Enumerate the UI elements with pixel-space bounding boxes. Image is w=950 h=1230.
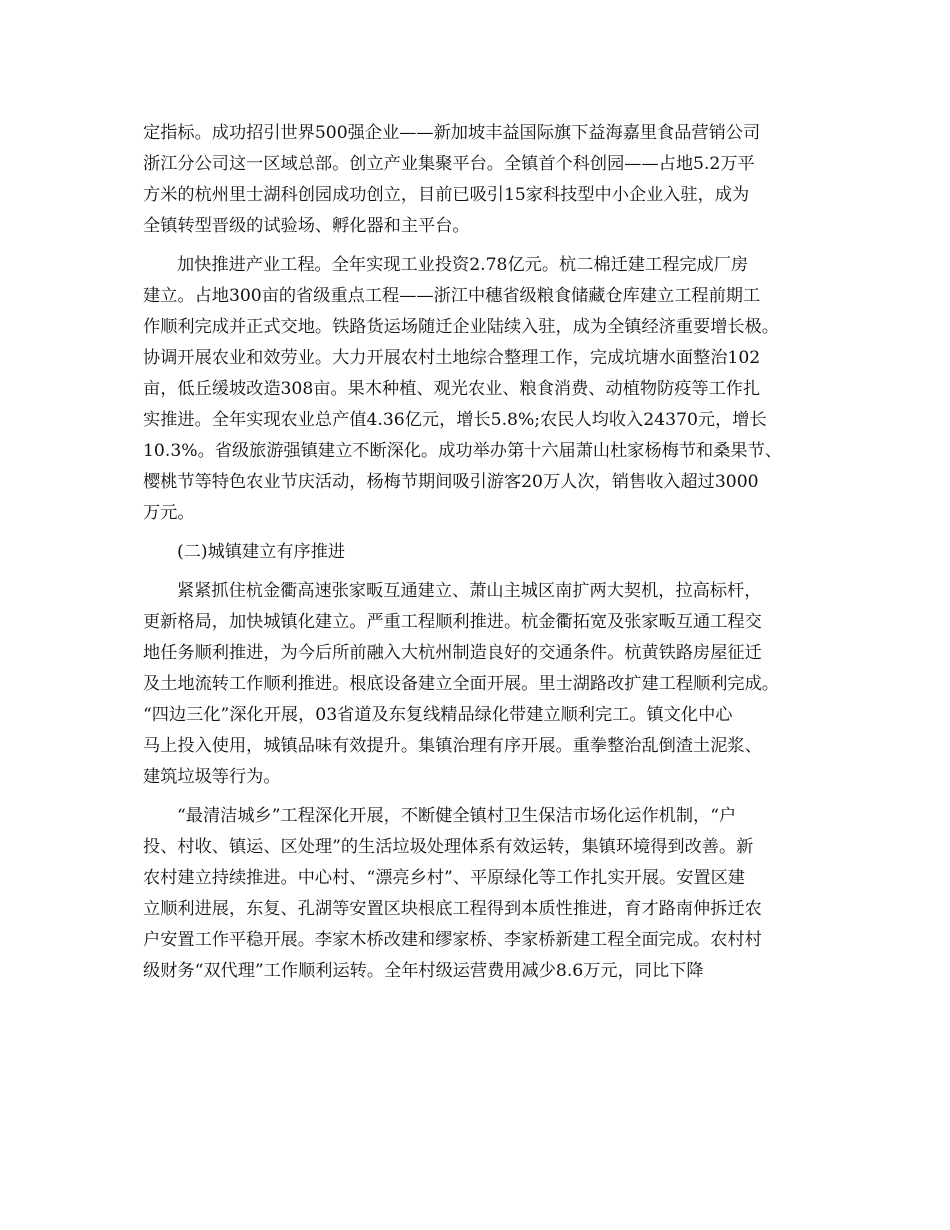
document-body (143, 118, 833, 987)
paragraph-gap (143, 529, 833, 537)
text-line: 协调开展农业和效劳业。大力开展农村土地综合整理工作，完成坑塘水面整治102 (143, 348, 761, 368)
text-line: “四边三化”深化开展，03省道及东复线精品绿化带建立顺利完工。镇文化中心 (143, 705, 733, 725)
text-line: 方米的杭州里士湖科创园成功创立，目前已吸引15家科技型中小企业入驻，成为 (143, 185, 750, 205)
text-line: 立顺利进展，东复、孔湖等安置区块根底工程得到本质性推进，育才路南伸拆迁农 (143, 899, 762, 919)
paragraph-1 (143, 118, 833, 242)
text-line: 农村建立持续推进。中心村、“漂亮乡村”、平原绿化等工作扎实开展。安置区建 (143, 868, 745, 888)
text-line: “最清洁城乡”工程深化开展，不断健全镇村卫生保洁市场化运作机制，“户 (177, 806, 737, 826)
text-line: 户安置工作平稳开展。李家木桥改建和缪家桥、李家桥新建工程全面完成。农村村 (143, 930, 762, 950)
text-line: 实推进。全年实现农业总产值4.36亿元，增长5.8%;农民人均收入24370元，增长 (143, 410, 767, 430)
paragraph-gap (143, 793, 833, 801)
paragraph-3 (143, 576, 833, 793)
text-line: 作顺利完成并正式交地。铁路货运场随迁企业陆续入驻，成为全镇经济重要增长极。 (143, 317, 779, 337)
text-line: 建立。占地300亩的省级重点工程——浙江中穗省级粮食储藏仓库建立工程前期工 (143, 286, 761, 306)
paragraph-gap (143, 242, 833, 250)
paragraph-2 (143, 250, 833, 529)
text-line: 加快推进产业工程。全年实现工业投资2.78亿元。杭二棉迁建工程完成厂房 (177, 255, 749, 275)
text-line: 全镇转型晋级的试验场、孵化器和主平台。 (143, 216, 470, 236)
text-line: 亩，低丘缓坡改造308亩。果木种植、观光农业、粮食消费、动植物防疫等工作扎 (143, 379, 761, 399)
text-line: 更新格局，加快城镇化建立。严重工程顺利推进。杭金衢拓宽及张家畈互通工程交 (143, 612, 762, 632)
text-line: 及土地流转工作顺利推进。根底设备建立全面开展。里士湖路改扩建工程顺利完成。 (143, 674, 779, 694)
paragraph-gap (143, 568, 833, 576)
paragraph-4 (143, 801, 833, 987)
section-heading-text: (二)城镇建立有序推进 (177, 542, 346, 562)
text-line: 定指标。成功招引世界500强企业——新加坡丰益国际旗下益海嘉里食品营销公司 (143, 123, 761, 143)
text-line: 投、村收、镇运、区处理”的生活垃圾处理体系有效运转，集镇环境得到改善。新 (143, 837, 754, 857)
text-line: 浙江分公司这一区域总部。创立产业集聚平台。全镇首个科创园——占地5.2万平 (143, 154, 755, 174)
text-line: 级财务“双代理”工作顺利运转。全年村级运营费用减少8.6万元，同比下降 (143, 961, 704, 981)
text-line: 樱桃节等特色农业节庆活动，杨梅节期间吸引游客20万人次，销售收入超过3000 (143, 472, 759, 492)
section-heading (143, 537, 833, 568)
text-line: 紧紧抓住杭金衢高速张家畈互通建立、萧山主城区南扩两大契机，拉高标杆， (177, 581, 762, 601)
text-line: 地任务顺利推进，为今后所前融入大杭州制造良好的交通条件。杭黄铁路房屋征迁 (143, 643, 762, 663)
text-line: 马上投入使用，城镇品味有效提升。集镇治理有序开展。重拳整治乱倒渣土泥浆、 (143, 736, 762, 756)
text-line: 建筑垃圾等行为。 (143, 767, 281, 787)
text-line: 万元。 (143, 503, 195, 523)
text-line: 10.3%。省级旅游强镇建立不断深化。成功举办第十六届萧山杜家杨梅节和桑果节、 (143, 441, 782, 461)
